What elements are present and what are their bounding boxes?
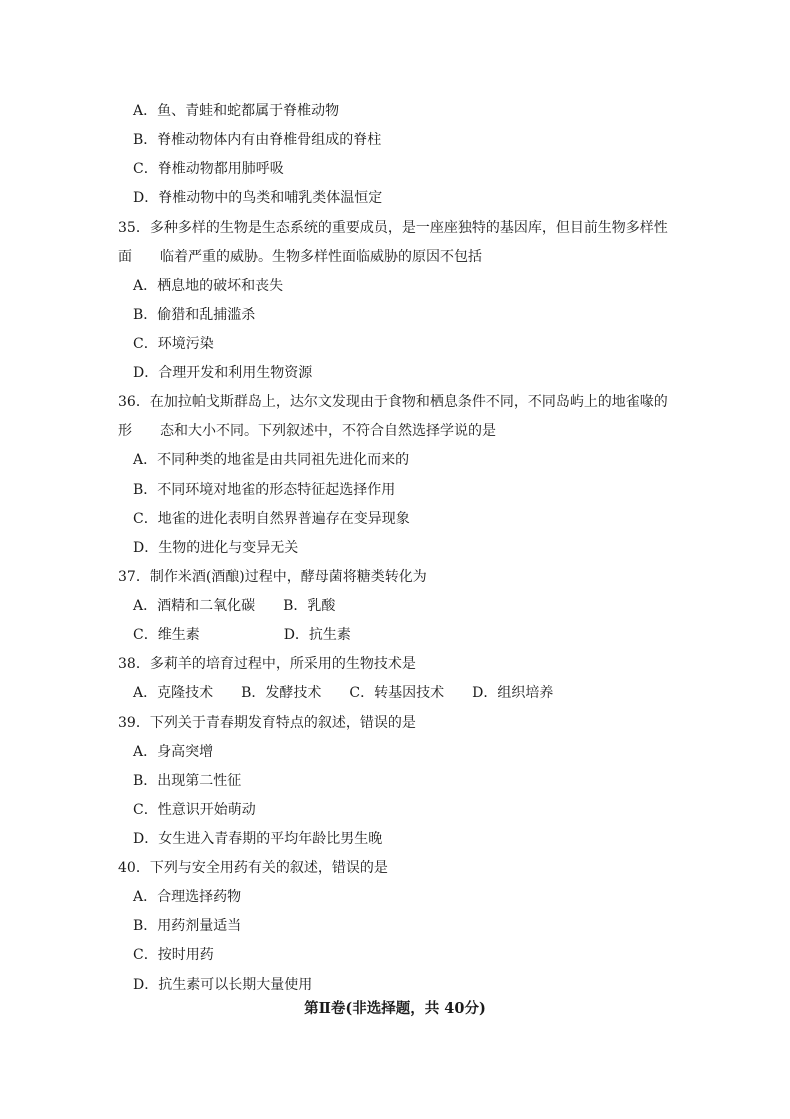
q35-option-a: A．栖息地的破坏和丧失 — [133, 278, 284, 294]
q34-option-b: B．脊椎动物体内有由脊椎骨组成的脊柱 — [133, 132, 382, 148]
q35-stem-line-2: 面 临着严重的威胁。生物多样性面临威胁的原因不包括 — [118, 249, 482, 265]
q37-options-row-1: A．酒精和二氧化碳 B．乳酸 — [133, 598, 336, 614]
q37-options-row-2: C．维生素 D．抗生素 — [133, 627, 351, 643]
q35-stem-line-1: 35．多种多样的生物是生态系统的重要成员，是一座座独特的基因库，但目前生物多样性 — [118, 220, 668, 236]
q34-option-d: D．脊椎动物中的鸟类和哺乳类体温恒定 — [133, 190, 383, 206]
q40-stem: 40．下列与安全用药有关的叙述，错误的是 — [118, 860, 388, 876]
q36-option-b: B．不同环境对地雀的形态特征起选择作用 — [133, 482, 396, 498]
q38-options-row: A．克隆技术 B．发酵技术 C．转基因技术 D．组织培养 — [133, 685, 554, 701]
q36-option-c: C．地雀的进化表明自然界普遍存在变异现象 — [133, 511, 410, 527]
q35-option-d: D．合理开发和利用生物资源 — [133, 365, 313, 381]
q37-stem: 37．制作米酒(酒酿)过程中，酵母菌将糖类转化为 — [118, 569, 427, 585]
q40-option-b: B．用药剂量适当 — [133, 918, 242, 934]
section-title: 第Ⅱ卷(非选择题，共 40分) — [304, 1000, 486, 1017]
q36-option-d: D．生物的进化与变异无关 — [133, 540, 299, 556]
q39-option-c: C．性意识开始萌动 — [133, 802, 256, 818]
q34-option-a: A．鱼、青蛙和蛇都属于脊椎动物 — [133, 103, 340, 119]
q40-option-d: D．抗生素可以长期大量使用 — [133, 977, 313, 993]
q39-option-a: A．身高突增 — [133, 744, 214, 760]
q35-option-c: C．环境污染 — [133, 336, 214, 352]
q39-option-b: B．出现第二性征 — [133, 773, 242, 789]
q38-stem: 38．多莉羊的培育过程中，所采用的生物技术是 — [118, 656, 416, 672]
q36-stem-line-2: 形 态和大小不同。下列叙述中，不符合自然选择学说的是 — [118, 423, 496, 439]
q40-option-c: C．按时用药 — [133, 947, 214, 963]
q39-option-d: D．女生进入青春期的平均年龄比男生晚 — [133, 831, 383, 847]
q40-option-a: A．合理选择药物 — [133, 889, 242, 905]
q36-stem-line-1: 36．在加拉帕戈斯群岛上，达尔文发现由于食物和栖息条件不同，不同岛屿上的地雀喙的 — [118, 394, 668, 410]
q36-option-a: A．不同种类的地雀是由共同祖先进化而来的 — [133, 452, 410, 468]
q35-option-b: B．偷猎和乱捕滥杀 — [133, 307, 256, 323]
q39-stem: 39．下列关于青春期发育特点的叙述，错误的是 — [118, 715, 416, 731]
q34-option-c: C．脊椎动物都用肺呼吸 — [133, 161, 284, 177]
